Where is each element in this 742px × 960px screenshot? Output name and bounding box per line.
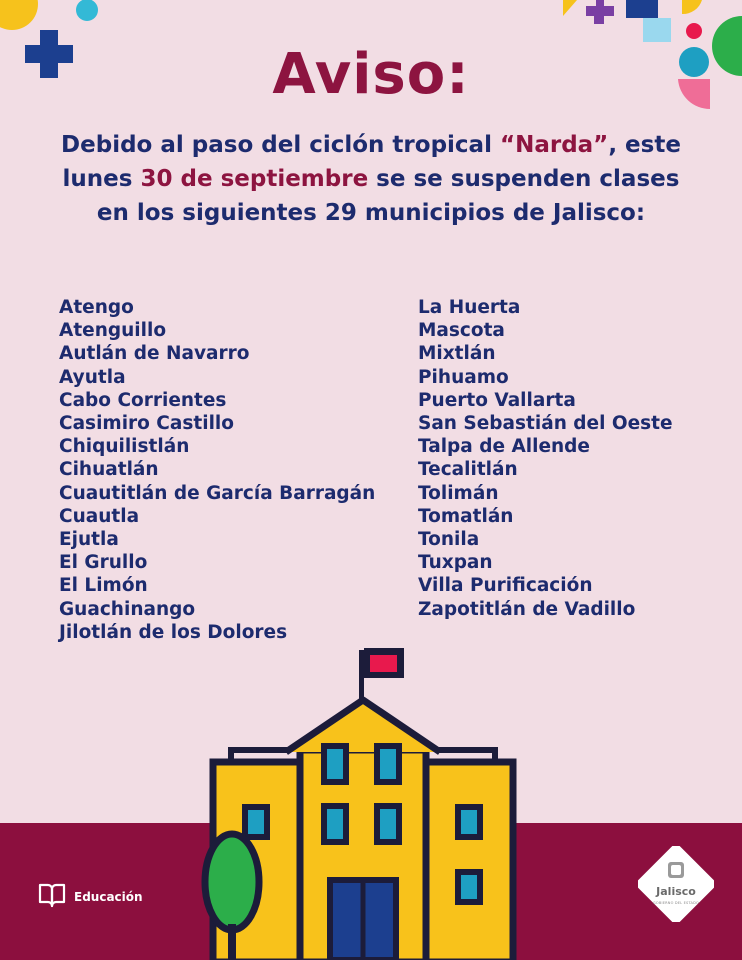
municipality-item: Tolimán	[418, 482, 499, 504]
municipality-item: Casimiro Castillo	[59, 413, 234, 435]
municipality-item: Cabo Corrientes	[59, 389, 227, 411]
jalisco-crest-icon	[638, 846, 714, 922]
municipality-item: Guachinango	[59, 598, 196, 620]
municipality-item: La Huerta	[418, 297, 521, 318]
municipality-item: Atengo	[59, 297, 134, 318]
building-right-wing	[418, 762, 513, 960]
municipality-item: Tomatlán	[418, 505, 514, 527]
municipality-item: Mascota	[418, 320, 505, 342]
tree-shape	[205, 834, 259, 930]
municipality-item: Ejutla	[59, 529, 119, 551]
municipality-item: Tonila	[418, 529, 480, 551]
municipality-item: Mixtlán	[418, 343, 496, 365]
municipality-item: Ayutla	[59, 366, 126, 388]
education-brand	[38, 884, 143, 910]
municipality-item: El Limón	[59, 575, 148, 597]
municipality-item: Cihuatlán	[59, 459, 159, 481]
intro-text-part2: , este lunes	[62, 132, 681, 192]
municipality-item: San Sebastián del Oeste	[418, 413, 673, 435]
municipality-item: Zapotitlán de Vadillo	[418, 598, 636, 620]
flag-pole-shape	[359, 650, 364, 700]
jalisco-logo-text: Jalisco	[656, 885, 696, 898]
municipality-item: Tecalitlán	[418, 459, 518, 481]
suspension-date: 30 de septiembre	[140, 166, 369, 192]
municipality-item: Jilotlán de los Dolores	[59, 621, 288, 643]
municipality-item: Chiquilistlán	[59, 436, 190, 458]
building-roof-shape	[286, 700, 440, 752]
open-book-icon	[38, 882, 66, 912]
municipality-item: El Grullo	[59, 552, 148, 574]
municipality-item: Cuautla	[59, 505, 140, 527]
page-title: Aviso:	[272, 42, 470, 107]
tree-trunk-shape	[228, 924, 236, 960]
flag-shape	[370, 655, 397, 672]
municipality-item: Puerto Vallarta	[418, 389, 576, 411]
municipality-item: Cuautitlán de García Barragán	[59, 482, 376, 504]
municipality-item: Villa Purificación	[418, 575, 593, 597]
municipality-item: Tuxpan	[418, 552, 493, 574]
intro-text-part1: Debido al paso del ciclón tropical	[61, 132, 492, 158]
municipality-item: Talpa de Allende	[418, 436, 590, 458]
municipality-item: Atenguillo	[59, 320, 167, 342]
intro-text-part3: se se suspenden clases en los siguientes 29 municipios de Jalisco:	[96, 166, 680, 226]
municipality-item: Autlán de Navarro	[59, 343, 250, 365]
education-label: Educación	[74, 890, 143, 904]
storm-name: “Narda”	[499, 132, 609, 158]
jalisco-logo-subtext: GOBIERNO DEL ESTADO	[653, 901, 699, 905]
municipality-item: Pihuamo	[418, 366, 509, 388]
